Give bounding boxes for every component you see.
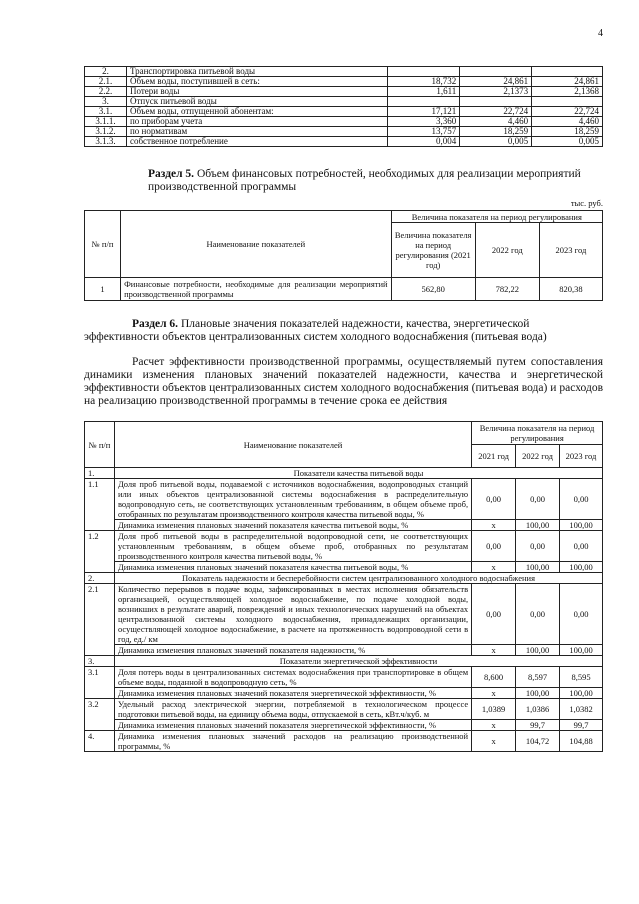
row-num: 1.1 xyxy=(85,479,115,531)
row-v2: 18,259 xyxy=(460,127,532,137)
group-num: 3. xyxy=(85,656,115,667)
dynamics-v2022: 99,7 xyxy=(516,720,560,731)
row-v3 xyxy=(532,67,603,77)
row-v3: 4,460 xyxy=(532,117,603,127)
row-num: 3.1.3. xyxy=(85,137,127,147)
row-v2022: 8,597 xyxy=(516,667,560,688)
row-name: собственное потребление xyxy=(126,137,387,147)
row-v2022: 0,00 xyxy=(516,584,560,645)
row-v2023: 104,88 xyxy=(560,731,603,752)
row-name: Доля проб питьевой воды, подаваемой с источников водоснабжения, водопроводных станций или иных объектов централизованной системы водоснабжения в распределительную водопроводную сеть, не соответствующих установленным требованиям, в общем объеме проб, отобранных по результатам производственного контроля качества питьевой воды, % xyxy=(114,479,471,520)
row-num: 1 xyxy=(85,278,121,301)
row-v2: 2,1373 xyxy=(460,87,532,97)
row-v2021: х xyxy=(472,731,516,752)
row-num: 3.1 xyxy=(85,667,115,699)
row-num: 3. xyxy=(85,97,127,107)
section6-paragraph: Расчет эффективности производственной программы, осуществляемый путем сопоставления динамики изменения плановых значений показателей надежности, качества и энергетической эффективности объектов централизованных систем холодного водоснабжения (питьевая вода) и расходов на реализацию производственной программы в течение срока ее действия xyxy=(84,356,603,407)
h-y2022: 2022 год xyxy=(516,445,560,468)
unit-label: тыс. руб. xyxy=(570,198,603,208)
row-name: Отпуск питьевой воды xyxy=(126,97,387,107)
row-num: 2.1. xyxy=(85,77,127,87)
row-v2023: 8,595 xyxy=(560,667,603,688)
row-name: Объем воды, поступившей в сеть: xyxy=(126,77,387,87)
indicators-table xyxy=(84,421,603,752)
page-number: 4 xyxy=(598,28,603,39)
row-v2021: 8,600 xyxy=(472,667,516,688)
dynamics-v2021: х xyxy=(472,645,516,656)
dynamics-name: Динамика изменения плановых значений показателя энергетической эффективности, % xyxy=(114,688,471,699)
row-v2 xyxy=(460,67,532,77)
h-y2021: 2021 год xyxy=(472,445,516,468)
row-v2: 0,005 xyxy=(460,137,532,147)
table-row xyxy=(85,127,603,137)
row-name: по приборам учета xyxy=(126,117,387,127)
row-v3: 2,1368 xyxy=(532,87,603,97)
section5-heading xyxy=(148,168,603,194)
section5-text: Объем финансовых потребностей, необходимых для реализации мероприятий производственной программы xyxy=(148,168,581,193)
row-num: 2. xyxy=(85,67,127,77)
row-name: Доля проб питьевой воды в распределительной водопроводной сети, не соответствующих установленным требованиям, в общем объеме проб, отобранных по результатам производственного контроля качества питьевой воды, % xyxy=(114,531,471,562)
group-num: 1. xyxy=(85,468,115,479)
dynamics-v2022: 100,00 xyxy=(516,562,560,573)
row-num: 4. xyxy=(85,731,115,752)
dynamics-name: Динамика изменения плановых значений показателя надежности, % xyxy=(114,645,471,656)
h-2022: 2022 год xyxy=(475,223,539,278)
row-num: 3.2 xyxy=(85,699,115,731)
row-v3: 18,259 xyxy=(532,127,603,137)
section6-label: Раздел 6. xyxy=(132,318,179,330)
dynamics-v2022: 100,00 xyxy=(516,645,560,656)
group-num: 2. xyxy=(85,573,115,584)
table-row xyxy=(85,67,603,77)
dynamics-v2023: 100,00 xyxy=(560,688,603,699)
dynamics-v2021: х xyxy=(472,688,516,699)
row-name: Динамика изменения плановых значений расходов на реализацию производственной программы, % xyxy=(114,731,471,752)
row-v2: 4,460 xyxy=(460,117,532,127)
row-name: по нормативам xyxy=(126,127,387,137)
row-v1: 13,757 xyxy=(388,127,460,137)
row-name: Потери воды xyxy=(126,87,387,97)
dynamics-v2023: 100,00 xyxy=(560,520,603,531)
row-v2022: 782,22 xyxy=(475,278,539,301)
row-v2023: 0,00 xyxy=(560,531,603,562)
table-row xyxy=(85,87,603,97)
row-v2022: 1,0386 xyxy=(516,699,560,720)
row-num: 3.1. xyxy=(85,107,127,117)
row-v3: 22,724 xyxy=(532,107,603,117)
table-row xyxy=(85,97,603,107)
dynamics-v2023: 100,00 xyxy=(560,562,603,573)
dynamics-v2021: х xyxy=(472,520,516,531)
section6-text: Плановые значения показателей надежности, качества, энергетической эффективности объектов централизованных систем холодного водоснабжения (питьевая вода) xyxy=(84,318,547,343)
row-v1: 3,360 xyxy=(388,117,460,127)
row-num: 3.1.2. xyxy=(85,127,127,137)
row-v2021: 562,80 xyxy=(391,278,475,301)
row-v3: 24,861 xyxy=(532,77,603,87)
h-name: Наименование показателей xyxy=(121,211,392,278)
row-name: Объем воды, отпущенной абонентам: xyxy=(126,107,387,117)
h-2021: Величина показателя на период регулирования (2021 год) xyxy=(391,223,475,278)
table-row xyxy=(85,77,603,87)
group-title: Показатель надежности и бесперебойности систем централизованного холодного водоснабжения xyxy=(114,573,602,584)
row-v2021: 0,00 xyxy=(472,584,516,645)
row-num: 1.2 xyxy=(85,531,115,573)
section5-label: Раздел 5. xyxy=(148,168,195,180)
h-num: № п/п xyxy=(85,422,115,468)
dynamics-v2021: х xyxy=(472,562,516,573)
row-name: Транспортировка питьевой воды xyxy=(126,67,387,77)
water-volume-table xyxy=(84,66,603,147)
h-num: № п/п xyxy=(85,211,121,278)
section6-heading xyxy=(84,318,603,344)
h-y2023: 2023 год xyxy=(560,445,603,468)
table-row xyxy=(85,137,603,147)
row-v1 xyxy=(388,97,460,107)
row-name: Количество перерывов в подаче воды, зафиксированных в местах исполнения обязательств организацией, осуществляющей холодное водоснабжение, по подаче холодной воды, возникших в результате аварий, повреждений и иных технологических нарушений на объектах централизованной системы холодного водоснабжения, принадлежащих организации, осуществляющей холодное водоснабжение, в расчете на протяженность водопроводной сети в год, ед./ км xyxy=(114,584,471,645)
row-v1 xyxy=(388,67,460,77)
row-v2 xyxy=(460,97,532,107)
row-num: 3.1.1. xyxy=(85,117,127,127)
row-v2023: 820,38 xyxy=(539,278,602,301)
financial-table xyxy=(84,210,603,301)
row-name: Доля потерь воды в централизованных системах водоснабжения при транспортировке в общем объеме воды, поданной в водопроводную сеть, % xyxy=(114,667,471,688)
row-v1: 17,121 xyxy=(388,107,460,117)
row-v2: 24,861 xyxy=(460,77,532,87)
h-name: Наименование показателей xyxy=(114,422,471,468)
row-v2023: 0,00 xyxy=(560,584,603,645)
group-title: Показатели качества питьевой воды xyxy=(114,468,602,479)
dynamics-name: Динамика изменения плановых значений показателя качества питьевой воды, % xyxy=(114,520,471,531)
row-v3 xyxy=(532,97,603,107)
dynamics-v2023: 99,7 xyxy=(560,720,603,731)
row-v2022: 0,00 xyxy=(516,479,560,520)
row-v2023: 0,00 xyxy=(560,479,603,520)
row-v1: 0,004 xyxy=(388,137,460,147)
row-v1: 18,732 xyxy=(388,77,460,87)
h-period: Величина показателя на период регулирования xyxy=(472,422,603,445)
dynamics-name: Динамика изменения плановых значений показателя энергетической эффективности, % xyxy=(114,720,471,731)
row-num: 2.2. xyxy=(85,87,127,97)
row-v2021: 0,00 xyxy=(472,531,516,562)
row-v2023: 1,0382 xyxy=(560,699,603,720)
table-row xyxy=(85,117,603,127)
h-2023: 2023 год xyxy=(539,223,602,278)
row-name: Финансовые потребности, необходимые для реализации мероприятий производственной программы xyxy=(121,278,392,301)
row-num: 2.1 xyxy=(85,584,115,656)
row-v3: 0,005 xyxy=(532,137,603,147)
dynamics-v2023: 100,00 xyxy=(560,645,603,656)
row-v1: 1,611 xyxy=(388,87,460,97)
group-title: Показатели энергетической эффективности xyxy=(114,656,602,667)
row-v2: 22,724 xyxy=(460,107,532,117)
row-v2021: 0,00 xyxy=(472,479,516,520)
row-v2021: 1,0389 xyxy=(472,699,516,720)
dynamics-name: Динамика изменения плановых значений показателя качества питьевой воды, % xyxy=(114,562,471,573)
dynamics-v2022: 100,00 xyxy=(516,688,560,699)
dynamics-v2021: х xyxy=(472,720,516,731)
h-period: Величина показателя на период регулирования xyxy=(391,211,602,223)
row-v2022: 0,00 xyxy=(516,531,560,562)
dynamics-v2022: 100,00 xyxy=(516,520,560,531)
row-name: Удельный расход электрической энергии, потребляемой в технологическом процессе подготовки питьевой воды, на единицу объема воды, отпускаемой в сеть, кВт.ч/куб. м xyxy=(114,699,471,720)
table-row xyxy=(85,107,603,117)
row-v2022: 104,72 xyxy=(516,731,560,752)
